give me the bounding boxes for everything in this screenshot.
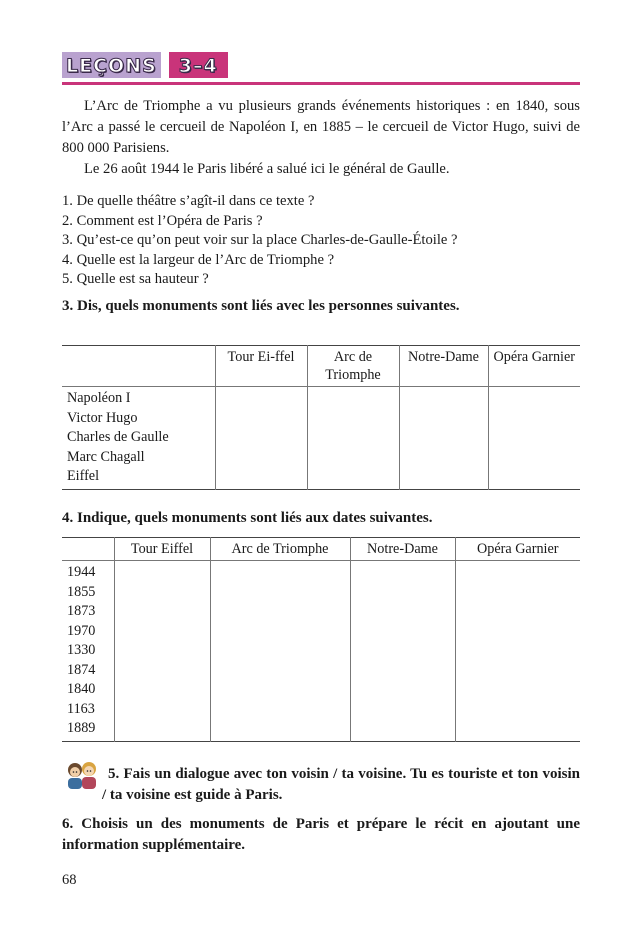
question-item: 3. Qu’est-ce qu’on peut voir sur la place Charles-de-Gaulle-Étoile ?: [62, 232, 458, 248]
table-header-row: [62, 346, 580, 387]
row-label: Marc Chagall: [67, 448, 145, 465]
task-6-title: 6. Choisis un des monuments de Paris et prépare le récit en ajoutant une information supplémentaire.: [62, 816, 580, 853]
intro-paragraph-2: Le 26 août 1944 le Paris libéré a salué ici le général de Gaulle.: [84, 161, 450, 177]
corner-cell: [62, 538, 114, 561]
question-item: 1. De quelle théâtre s’agît-il dans ce texte ?: [62, 193, 315, 209]
row-label: 1840: [67, 681, 96, 697]
task-5-title: 5. Fais un dialogue avec ton voisin / ta voisine. Tu es touriste et ton voisin / ta voisine est guide à Paris.: [102, 766, 580, 803]
answer-cell[interactable]: [215, 387, 307, 490]
column-header-opera-garnier: Opéra Garnier: [488, 346, 580, 387]
row-label: Napoléon I: [67, 390, 131, 406]
row-label: 1874: [67, 661, 96, 678]
dialogue-pair-icon: [64, 760, 100, 790]
task-3-title: 3. Dis, quels monuments sont liés avec les personnes suivantes.: [62, 298, 460, 314]
question-item: 2. Comment est l’Opéra de Paris ?: [62, 212, 263, 229]
task-4-title: 4. Indique, quels monuments sont liés aux dates suivantes.: [62, 510, 433, 526]
column-header-notre-dame: Notre-Dame: [399, 346, 488, 387]
answer-cell[interactable]: [114, 561, 210, 742]
row-label: 1873: [67, 603, 96, 619]
question-item: 4. Quelle est la largeur de l’Arc de Triomphe ?: [62, 251, 335, 268]
corner-cell: [62, 346, 215, 387]
row-label: Victor Hugo: [67, 409, 138, 426]
table-body-row: [62, 387, 580, 490]
lesson-banner: [62, 50, 228, 78]
answer-cell[interactable]: [210, 561, 350, 742]
row-label: Eiffel: [67, 468, 100, 484]
table-body-row: [62, 561, 580, 742]
answer-cell[interactable]: [455, 561, 580, 742]
answer-cell[interactable]: [488, 387, 580, 490]
question-item: 5. Quelle est sa hauteur ?: [62, 271, 209, 287]
row-label: 1889: [67, 720, 96, 736]
row-label: 1944: [67, 564, 96, 580]
lesson-number: 3–4: [169, 52, 228, 78]
row-label: 1163: [67, 700, 95, 717]
column-header-opera-garnier: Opéra Garnier: [455, 538, 580, 561]
row-label: 1855: [67, 583, 96, 600]
column-header-arc-de-triomphe: Arc de Triomphe: [210, 538, 350, 561]
column-header-notre-dame: Notre-Dame: [350, 538, 455, 561]
answer-cell[interactable]: [307, 387, 399, 490]
column-header-tour-eiffel: Tour Eiffel: [114, 538, 210, 561]
table-header-row: [62, 538, 580, 561]
banner-divider: [62, 82, 580, 85]
row-label: 1330: [67, 642, 96, 658]
answer-cell[interactable]: [350, 561, 455, 742]
dates-monuments-table: [62, 537, 580, 742]
row-label: 1970: [67, 622, 96, 639]
row-labels-cell: [62, 387, 215, 490]
row-label: Charles de Gaulle: [67, 429, 169, 445]
column-header-tour-eiffel: Tour Ei-ffel: [215, 346, 307, 387]
row-labels-cell: [62, 561, 114, 742]
intro-paragraph-1: L’Arc de Triomphe a vu plusieurs grands événements historiques : en 1840, sous l’Arc a passé le cercueil de Napoléon I, en 1885 – le cercueil de Victor Hugo, suivi de 800 000 Parisiens.: [62, 98, 580, 156]
people-monuments-table: [62, 345, 580, 490]
lesson-label: LEÇONS: [62, 52, 161, 78]
column-header-arc-de-triomphe: Arc de Triomphe: [307, 346, 399, 387]
answer-cell[interactable]: [399, 387, 488, 490]
page-number: 68: [62, 872, 77, 888]
question-list: [62, 192, 580, 290]
intro-text: [62, 96, 580, 180]
